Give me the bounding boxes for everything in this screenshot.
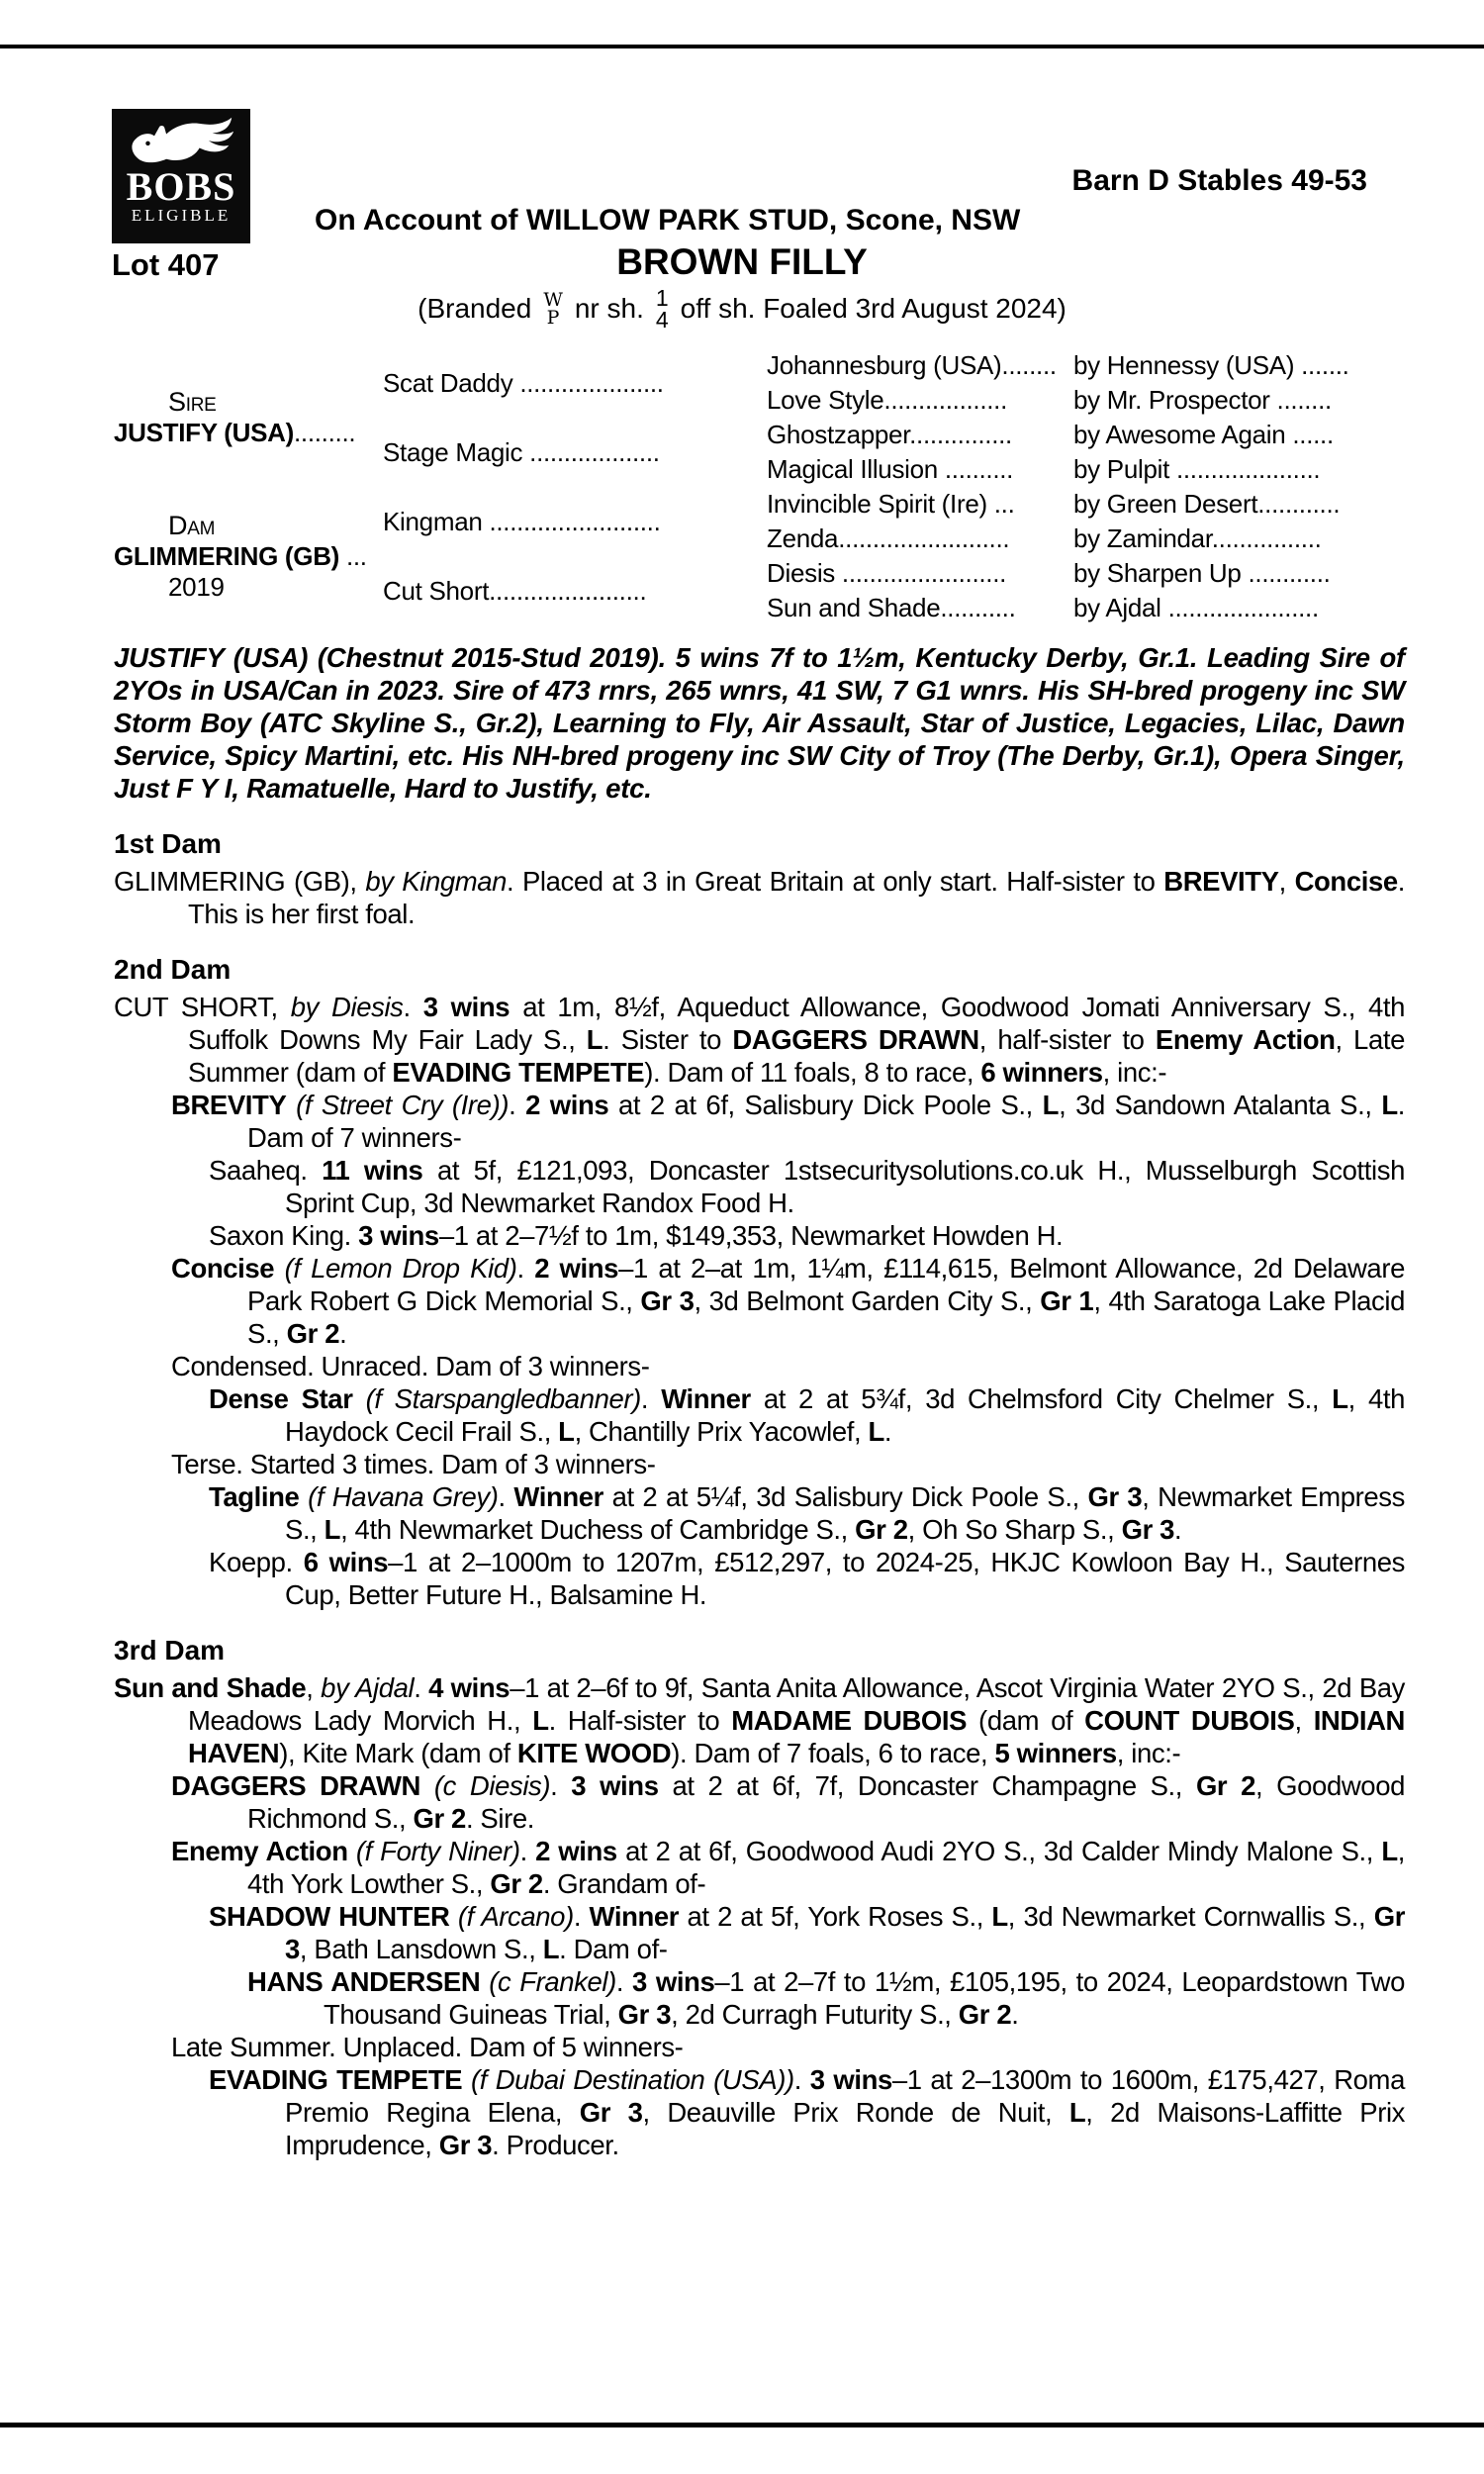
top-rule [0,45,1484,48]
sire-label: Sire [168,387,217,417]
pedigree-ancestor: Ghostzapper............... [767,420,1012,449]
pedigree-paragraph: CUT SHORT, by Diesis. 3 wins at 1m, 8½f, Aqueduct Allowance, Goodwood Jomati Anniversary S., 4th Suffolk Downs My Fair Lady S., L. Sister to DAGGERS DRAWN, half-sister to Enemy Action, Late Summer (dam of EVADING TEMPETE). Dam of 11 foals, 8 to race, 6 winners, inc:- [114,992,1405,1088]
pedigree-ancestor: Diesis ........................ [767,558,1007,588]
logo-word: BOBS [126,164,236,209]
branded-mid: nr sh. [574,293,644,324]
pedigree-paragraph: SHADOW HUNTER (f Arcano). Winner at 2 at 5f, York Roses S., L, 3d Newmarket Cornwallis S., Gr 3, Bath Lansdown S., L. Dam of- [209,1901,1405,1964]
pedigree-paragraph: BREVITY (f Street Cry (Ire)). 2 wins at 2 at 6f, Salisbury Dick Poole S., L, 3d Sandown Atalanta S., L. Dam of 7 winners- [171,1090,1405,1153]
bottom-rule [0,2423,1484,2427]
lot-number: Lot 407 [112,247,220,282]
brand-mark: W P [543,289,563,329]
pedigree-ancestor: Magical Illusion .......... [767,454,1014,484]
sire-granddam: Stage Magic ................... [383,436,660,467]
branded-line [0,287,1484,331]
pedigree-paragraph: Sun and Shade, by Ajdal. 4 wins–1 at 2–6f to 9f, Santa Anita Allowance, Ascot Virginia Water 2YO S., 2d Bay Meadows Lady Morvich H., L. Half-sister to MADAME DUBOIS (dam of COUNT DUBOIS, INDIAN HAVEN), Kite Mark (dam of KITE WOOD). Dam of 7 foals, 6 to race, 5 winners, inc:- [114,1672,1406,1768]
pedigree-ancestor: Zenda......................... [767,523,1010,553]
dam-cell [114,487,383,625]
pedigree-ancestor-sire: by Hennessy (USA) ....... [1073,350,1349,380]
pedigree-ancestor-sire: by Pulpit ..................... [1073,454,1321,484]
pedigree-paragraph: Dense Star (f Starspangledbanner). Winner at 2 at 5¾f, 3d Chelmsford City Chelmer S., L, 4th Haydock Cecil Frail S., L, Chantilly Prix Yacowlef, L. [209,1383,1405,1447]
sire-summary: JUSTIFY (USA) (Chestnut 2015-Stud 2019). 5 wins 7f to 1½m, Kentucky Derby, Gr.1. Leading Sire of 2YOs in USA/Can in 2023. Sire of 473 rnrs, 265 wnrs, 41 SW, 7 G1 wnrs. His SH-bred progeny inc SW Storm Boy (ATC Skyline S., Gr.2), Learning to Fly, Air Assault, Star of Justice, Legacies, Lilac, Dawn Service, Spicy Martini, etc. His NH-bred progeny inc SW City of Troy (The Derby, Gr.1), Opera Singer, Just F Y I, Ramatuelle, Hard to Justify, etc. [114,642,1405,804]
pedigree-paragraph: DAGGERS DRAWN (c Diesis). 3 wins at 2 at 6f, 7f, Doncaster Champagne S., Gr 2, Goodwood Richmond S., Gr 2. Sire. [171,1770,1405,1834]
pedigree-ancestor: Love Style.................. [767,385,1008,415]
pedigree-paragraph: GLIMMERING (GB), by Kingman. Placed at 3 in Great Britain at only start. Half-sister to BREVITY, Concise. This is her first foal. [114,866,1406,929]
pedigree-paragraph: Tagline (f Havana Grey). Winner at 2 at 5¼f, 3d Salisbury Dick Poole S., Gr 3, Newmarket Empress S., L, 4th Newmarket Duchess of Cambridge S., Gr 2, Oh So Sharp S., Gr 3. [209,1481,1405,1545]
pedigree-paragraph: HANS ANDERSEN (c Frankel). 3 wins–1 at 2–7f to 1½m, £105,195, to 2024, Leopardstown Two Thousand Guineas Trial, Gr 3, 2d Curragh Futurity S., Gr 2. [247,1966,1405,2030]
sire-grandsire: Scat Daddy ..................... [383,367,664,398]
pedigree-ancestor: Sun and Shade........... [767,593,1016,622]
pedigree-ancestor-sire: by Sharpen Up ............ [1073,558,1331,588]
pedigree-paragraph: Terse. Started 3 times. Dam of 3 winners- [171,1449,656,1479]
pedigree-ancestor-sire: by Mr. Prospector ........ [1073,385,1332,415]
pedigree-paragraph: Enemy Action (f Forty Niner). 2 wins at 2 at 6f, Goodwood Audi 2YO S., 3d Calder Mindy Malone S., L, 4th York Lowther S., Gr 2. Grandam of- [171,1836,1405,1899]
brand-number: 1 4 [655,285,669,333]
pedigree-paragraph: EVADING TEMPETE (f Dubai Destination (USA)). 3 wins–1 at 2–1300m to 1600m, £175,427, Roma Premio Regina Elena, Gr 3, Deauville Prix Ronde de Nuit, L, 2d Maisons-Laffitte Prix Imprudence, Gr 3. Producer. [209,2064,1406,2160]
branded-prefix: (Branded [417,293,532,324]
branded-suffix: off sh. Foaled 3rd August 2024) [680,293,1067,324]
pedigree-paragraph: Concise (f Lemon Drop Kid). 2 wins–1 at 2–at 1m, 1¼m, £114,615, Belmont Allowance, 2d Delaware Park Robert G Dick Memorial S., Gr 3, 3d Belmont Garden City S., Gr 1, 4th Saratoga Lake Placid S., Gr 2. [171,1253,1406,1349]
pedigree-table [114,348,1405,625]
pedigree-ancestor-sire: by Awesome Again ...... [1073,420,1334,449]
main-content [114,348,1405,2161]
sire-name: JUSTIFY (USA)......... [114,418,356,447]
pedigree-paragraph: Koepp. 6 wins–1 at 2–1000m to 1207m, £512,297, to 2024-25, HKJC Kowloon Bay H., Sauternes Cup, Better Future H., Balsamine H. [209,1547,1405,1610]
dam-section-heading: 2nd Dam [114,954,232,985]
sire-cell [114,348,383,487]
barn-label: Barn D Stables 49-53 [1071,164,1367,197]
dam-section-heading: 3rd Dam [114,1635,226,1665]
pedigree-paragraph: Condensed. Unraced. Dam of 3 winners- [171,1351,650,1381]
dam-section-heading: 1st Dam [114,828,222,859]
pedigree-paragraph: Saxon King. 3 wins–1 at 2–7½f to 1m, $149,353, Newmarket Howden H. [209,1220,1064,1251]
pedigree-ancestor: Invincible Spirit (Ire) ... [767,489,1015,519]
horse-head-icon [123,115,239,168]
dam-label: Dam [168,510,216,540]
pedigree-ancestor: Johannesburg (USA)........ [767,350,1057,380]
pedigree-ancestor-sire: by Ajdal ...................... [1073,593,1319,622]
pedigree-ancestor-sire: by Zamindar................ [1073,523,1322,553]
bobs-eligible-logo [112,109,250,243]
page-title: BROWN FILLY [616,241,868,282]
dam-year: 2019 [168,571,225,602]
dam-name: GLIMMERING (GB) ... [114,540,367,571]
dam-dam: Cut Short....................... [383,575,647,606]
pedigree-ancestor-sire: by Green Desert............ [1073,489,1341,519]
logo-subtitle: ELIGIBLE [131,206,232,225]
vendor-account: On Account of WILLOW PARK STUD, Scone, NSW [315,204,1021,237]
pedigree-paragraph: Late Summer. Unplaced. Dam of 5 winners- [171,2032,684,2062]
dam-sire: Kingman ......................... [383,506,661,536]
dam-sections [114,828,1405,2161]
pedigree-paragraph: Saaheq. 11 wins at 5f, £121,093, Doncaster 1stsecuritysolutions.co.uk H., Musselburgh Scottish Sprint Cup, 3d Newmarket Randox Food H. [209,1155,1405,1218]
